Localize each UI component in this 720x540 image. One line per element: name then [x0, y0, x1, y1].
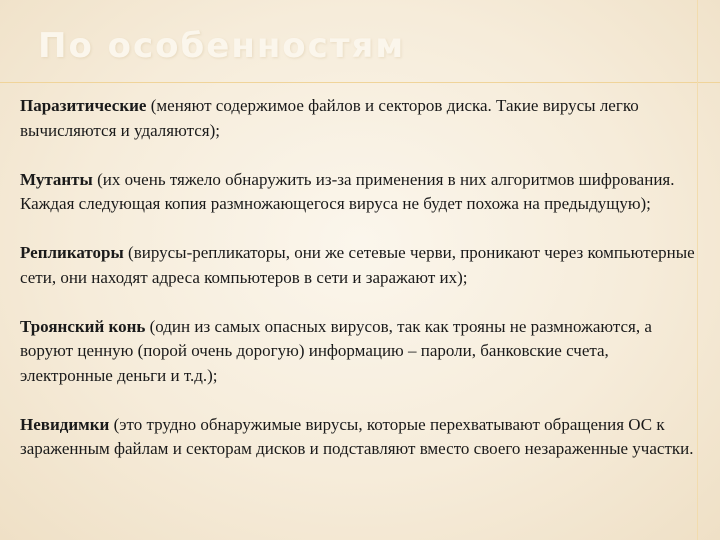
item-description: (это трудно обнаружимые вирусы, которые перехватывают обращения ОС к зараженным файлам и секторам дисков и подставляют вместо своего незараженные участки. — [20, 414, 694, 458]
item-trojan — [20, 315, 696, 389]
item-description: (меняют содержимое файлов и секторов диска. Такие вирусы легко вычисляются и удаляются); — [20, 96, 639, 140]
item-stealth — [20, 413, 696, 462]
item-mutants — [20, 168, 696, 217]
item-term: Троянский конь — [20, 316, 146, 336]
item-replicators — [20, 241, 696, 290]
right-divider — [697, 0, 698, 540]
item-term: Репликаторы — [20, 243, 124, 262]
item-description: (их очень тяжело обнаружить из-за применения в них алгоритмов шифрования. Каждая следующая копия размножающегося вируса не будет похожа на предыдущую); — [20, 169, 675, 213]
item-description: (один из самых опасных вирусов, так как трояны не размножаются, а воруют ценную (порой очень дорогую) информацию – пароли, банковские счета, электронные деньги и т.д.); — [20, 316, 652, 385]
item-term: Мутанты — [20, 169, 93, 189]
item-term: Паразитические — [20, 96, 147, 115]
item-term: Невидимки — [20, 414, 110, 434]
slide-body — [20, 94, 696, 486]
item-description: (вирусы-репликаторы, они же сетевые черви, проникают через компьютерные сети, они находят адреса компьютеров в сети и заражают их); — [20, 243, 695, 287]
item-parasitic — [20, 94, 696, 143]
slide-title: По особенностям — [38, 26, 406, 66]
title-divider — [0, 82, 720, 83]
